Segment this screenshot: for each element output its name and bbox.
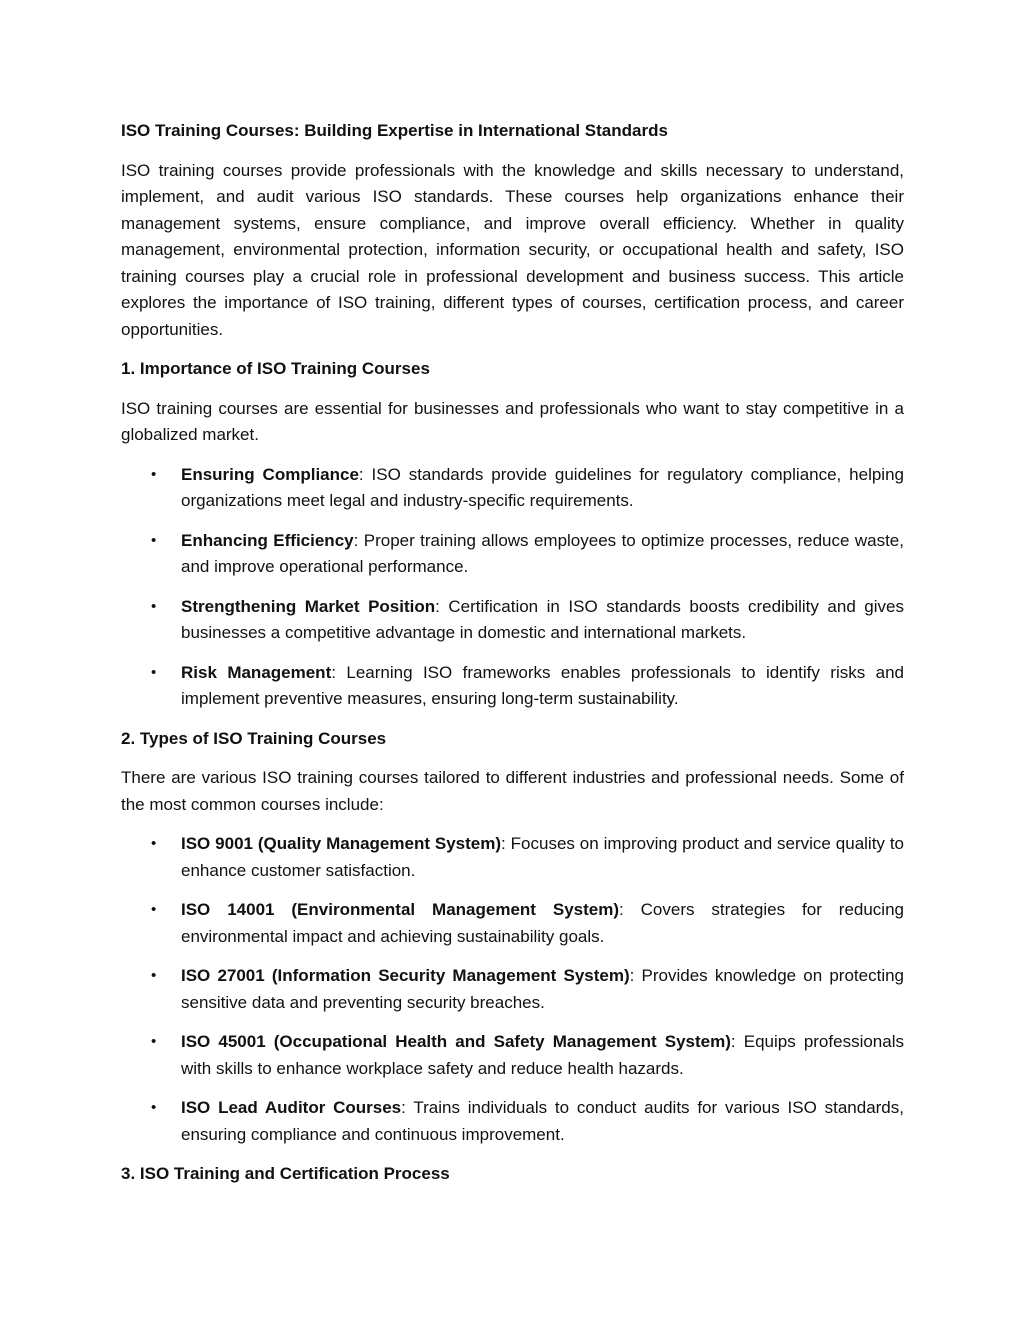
item-term: ISO Lead Auditor Courses: [181, 1098, 402, 1117]
item-description: : Certification in ISO standards boosts credibility and gives businesses a competitive advantage in domestic and international markets.: [181, 596, 904, 642]
item-description: : Equips professionals with skills to enhance workplace safety and reduce health hazards.: [181, 1032, 904, 1078]
bullet-icon: •: [151, 531, 157, 549]
item-term: Risk Management: [181, 662, 332, 682]
item-description: : Learning ISO frameworks enables professionals to identify risks and implement preventive measures, ensuring long-term sustainability.: [181, 662, 904, 708]
item-term: ISO 9001 (Quality Management System): [181, 834, 502, 853]
item-description: : Trains individuals to conduct audits for various ISO standards, ensuring compliance and continuous improvement.: [181, 1098, 904, 1144]
item-description: : Focuses on improving product and service quality to enhance customer satisfaction.: [181, 834, 904, 880]
item-description: : ISO standards provide guidelines for regulatory compliance, helping organizations meet legal and industry-specific requirements.: [181, 464, 904, 510]
bullet-icon: •: [151, 663, 157, 681]
document-title: ISO Training Courses: Building Expertise in International Standards: [121, 121, 668, 140]
bullet-list: [121, 462, 904, 713]
section-paragraph: ISO training courses are essential for businesses and professionals who want to stay competitive in a globalized market.: [121, 398, 904, 444]
bullet-icon: •: [151, 597, 157, 615]
item-description: : Proper training allows employees to optimize processes, reduce waste, and improve operational performance.: [181, 530, 904, 576]
list-item: [121, 831, 904, 884]
bullet-icon: •: [151, 1033, 157, 1050]
list-item: [121, 462, 904, 515]
bullet-list: [121, 831, 904, 1148]
bullet-icon: •: [151, 901, 157, 918]
list-item: [121, 594, 904, 647]
list-item: [121, 963, 904, 1016]
item-description: : Covers strategies for reducing environmental impact and achieving sustainability goals.: [181, 900, 904, 946]
item-term: ISO 45001 (Occupational Health and Safety Management System): [181, 1032, 731, 1051]
section-heading: 1. Importance of ISO Training Courses: [121, 359, 430, 378]
list-item: [121, 660, 904, 713]
section-heading: 2. Types of ISO Training Courses: [121, 728, 387, 748]
document-page: [121, 118, 904, 1201]
bullet-icon: •: [151, 465, 157, 483]
bullet-icon: •: [151, 967, 157, 984]
item-term: ISO 14001 (Environmental Management System): [181, 900, 620, 919]
list-item: [121, 528, 904, 581]
item-term: ISO 27001 (Information Security Management System): [181, 966, 630, 985]
item-term: Strengthening Market Position: [181, 596, 436, 616]
list-item: [121, 897, 904, 950]
bullet-icon: •: [151, 835, 157, 852]
item-term: Ensuring Compliance: [181, 464, 359, 484]
item-description: : Provides knowledge on protecting sensitive data and preventing security breaches.: [181, 966, 905, 1012]
section-heading: 3. ISO Training and Certification Process: [121, 1164, 450, 1183]
list-item: [121, 1095, 904, 1148]
bullet-icon: •: [151, 1099, 157, 1116]
list-item: [121, 1029, 904, 1082]
section-paragraph: There are various ISO training courses tailored to different industries and professional needs. Some of the most common courses include:: [121, 768, 904, 814]
intro-paragraph: ISO training courses provide professionals with the knowledge and skills necessary to understand, implement, and audit various ISO standards. These courses help organizations enhance their management systems, ensure compliance, and improve overall efficiency. Whether in quality management, environmental protection, information security, or occupational health and safety, ISO training courses play a crucial role in professional development and business success. This article explores the importance of ISO training, different types of courses, certification process, and career opportunities.: [121, 160, 904, 339]
item-term: Enhancing Efficiency: [181, 530, 354, 550]
